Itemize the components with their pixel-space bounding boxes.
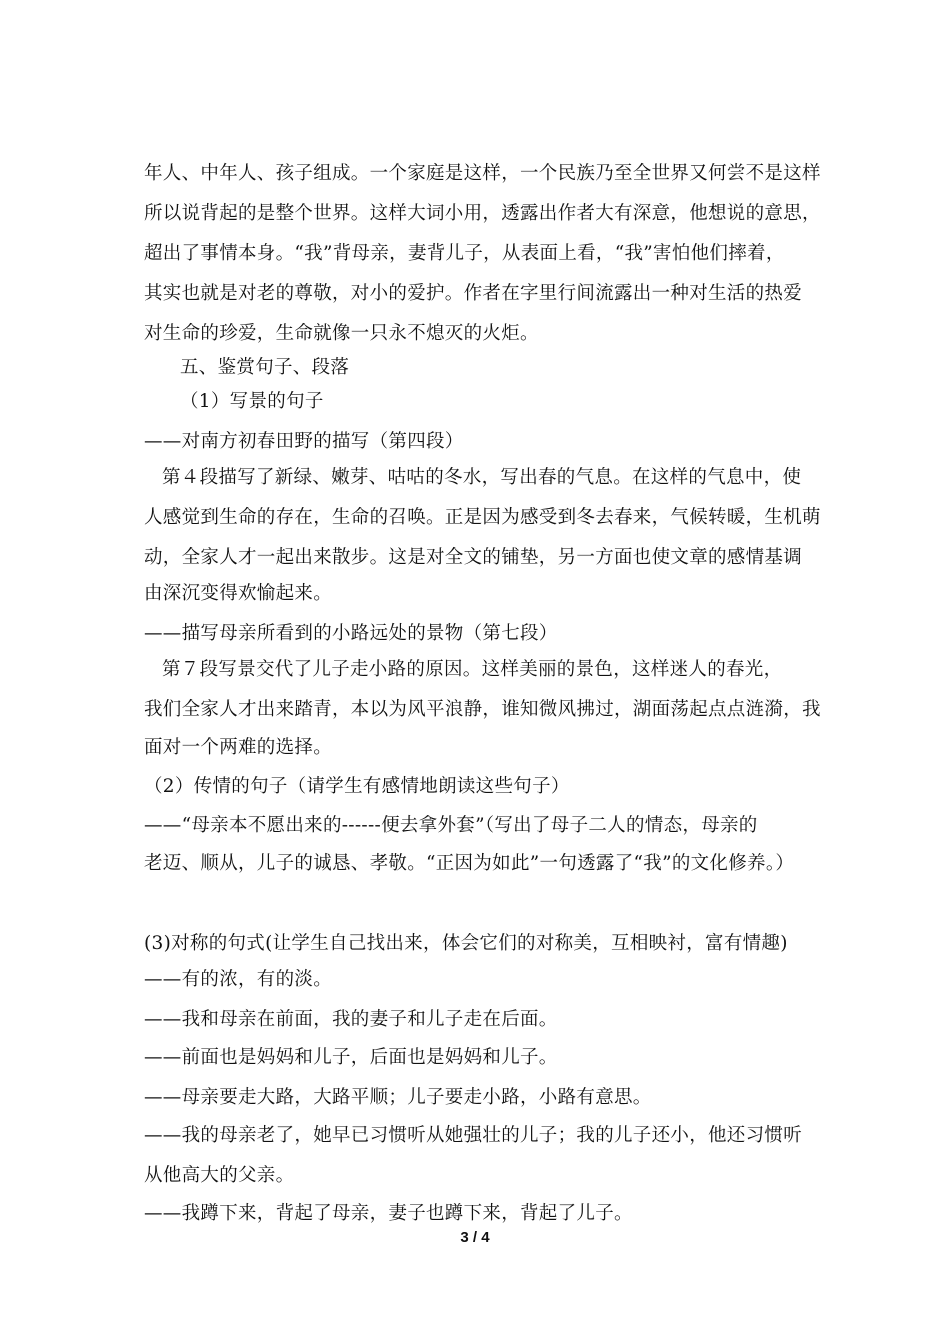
subsection-heading: （2）传情的句子（请学生有感情地朗读这些句子） bbox=[144, 776, 570, 797]
text-line: ——“母亲本不愿出来的------便去拿外套”（写出了母子二人的情态，母亲的 bbox=[144, 815, 758, 836]
text-line: 年人、中年人、孩子组成。一个家庭是这样，一个民族乃至全世界又何尝不是这样 bbox=[144, 163, 821, 184]
text-line: 面对一个两难的选择。 bbox=[144, 737, 333, 758]
section-heading: 五、鉴赏句子、段落 bbox=[180, 357, 350, 378]
text-line: ——母亲要走大路，大路平顺；儿子要走小路，小路有意思。 bbox=[144, 1087, 652, 1108]
text-line: 其实也就是对老的尊敬，对小的爱护。作者在字里行间流露出一种对生活的热爱 bbox=[144, 283, 803, 304]
text-line: 人感觉到生命的存在，生命的召唤。正是因为感受到冬去春来，气候转暖，生机萌 bbox=[144, 507, 821, 528]
text-line: ——我蹲下来，背起了母亲，妻子也蹲下来，背起了儿子。 bbox=[144, 1203, 633, 1224]
text-line: ——前面也是妈妈和儿子，后面也是妈妈和儿子。 bbox=[144, 1047, 558, 1068]
text-line: ——描写母亲所看到的小路远处的景物（第七段） bbox=[144, 623, 558, 644]
text-line: 第７段写景交代了儿子走小路的原因。这样美丽的景色，这样迷人的春光， bbox=[162, 659, 783, 680]
text-line: 由深沉变得欢愉起来。 bbox=[144, 583, 333, 604]
subsection-heading: （1）写景的句子 bbox=[180, 391, 324, 412]
text-line: 我们全家人才出来踏青，本以为风平浪静，谁知微风拂过，湖面荡起点点涟漪，我 bbox=[144, 699, 821, 720]
text-line: 对生命的珍爱，生命就像一只永不熄灭的火炬。 bbox=[144, 323, 539, 344]
text-line: 第４段描写了新绿、嫩芽、咕咕的冬水，写出春的气息。在这样的气息中，使 bbox=[162, 467, 802, 488]
text-line: ——我和母亲在前面，我的妻子和儿子走在后面。 bbox=[144, 1009, 558, 1030]
text-line: ——对南方初春田野的描写（第四段） bbox=[144, 431, 464, 452]
text-line: 老迈、顺从，儿子的诚恳、孝敬。“正因为如此”一句透露了“我”的文化修养。） bbox=[144, 853, 795, 874]
page-number: 3 / 4 bbox=[460, 1229, 490, 1246]
subsection-heading: (3)对称的句式(让学生自己找出来，体会它们的对称美，互相映衬，富有情趣) bbox=[144, 933, 788, 954]
text-line: 所以说背起的是整个世界。这样大词小用，透露出作者大有深意，他想说的意思， bbox=[144, 203, 821, 224]
text-line: 动，全家人才一起出来散步。这是对全文的铺垫，另一方面也使文章的感情基调 bbox=[144, 547, 803, 568]
text-line: ——我的母亲老了，她早已习惯听从她强壮的儿子；我的儿子还小，他还习惯听 bbox=[144, 1125, 803, 1146]
text-line: 超出了事情本身。“我”背母亲，妻背儿子，从表面上看，“我”害怕他们摔着， bbox=[144, 243, 785, 264]
text-line: 从他高大的父亲。 bbox=[144, 1165, 295, 1186]
text-line: ——有的浓，有的淡。 bbox=[144, 969, 333, 990]
